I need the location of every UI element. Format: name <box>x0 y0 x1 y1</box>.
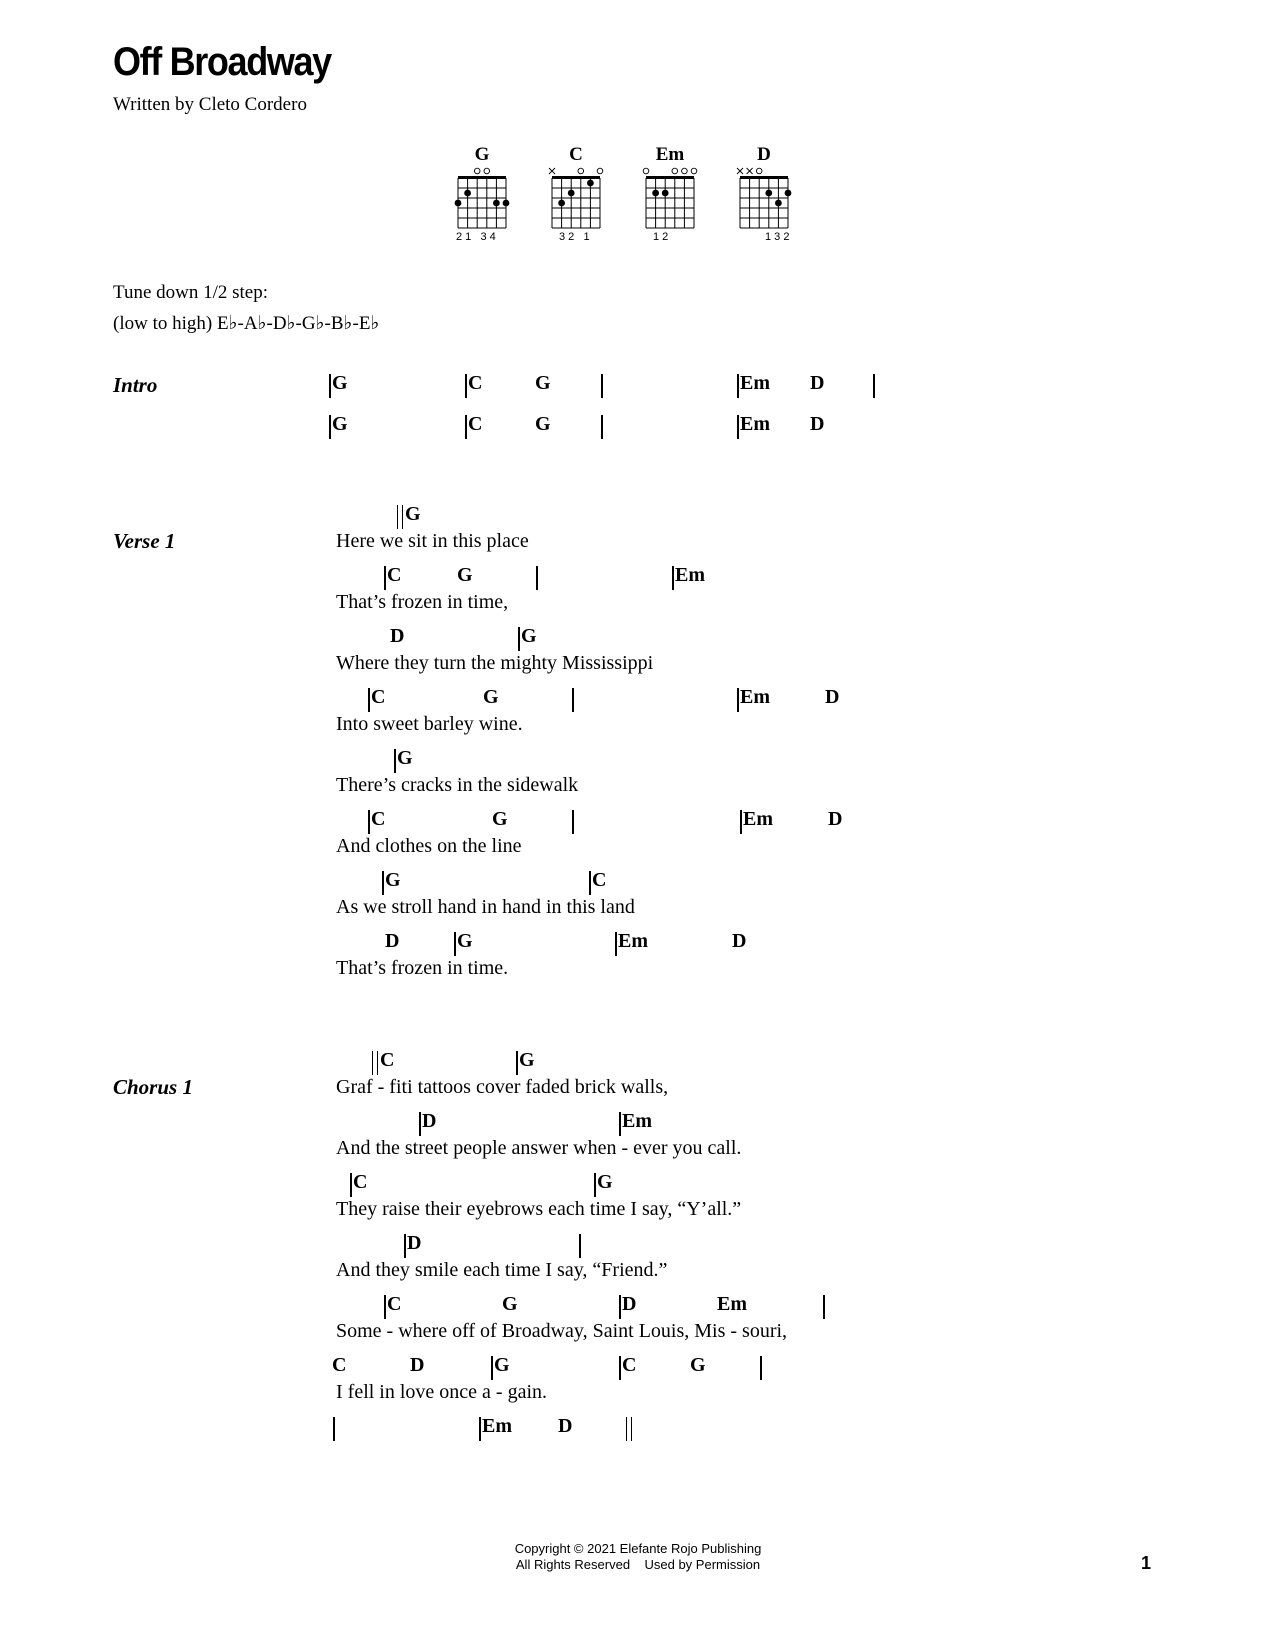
barline <box>329 415 331 439</box>
lyric-line: That’s frozen in time. <box>336 957 509 979</box>
chord: C <box>387 564 402 586</box>
chord: C <box>468 413 483 435</box>
finger-dot <box>568 190 575 197</box>
chord: Em <box>618 930 648 952</box>
chord-diagram-d-grid <box>734 144 804 247</box>
lyric-line: Where they turn the mighty Mississippi <box>336 652 654 674</box>
chord-diagram-fingers: 2 1 3 4 <box>456 231 496 243</box>
double-barline <box>397 505 403 529</box>
chord-diagram-g-grid <box>452 144 522 247</box>
lyric-line: Some - where off of Broadway, Saint Louis, Mis - souri, <box>336 1320 788 1342</box>
double-barline <box>372 1051 378 1075</box>
barline <box>368 810 370 834</box>
finger-dot <box>455 200 462 207</box>
finger-dot <box>493 200 500 207</box>
finger-dot <box>765 190 772 197</box>
open-string-marker <box>643 168 649 174</box>
chord-diagram-name: C <box>569 144 583 165</box>
chord: C <box>622 1354 637 1376</box>
chord: C <box>371 808 386 830</box>
barline <box>384 1295 386 1319</box>
lyric-line: As we stroll hand in hand in this land <box>336 896 635 918</box>
page-number: 1 <box>1141 1553 1152 1573</box>
chord: G <box>405 503 421 525</box>
chord: Em <box>622 1110 652 1132</box>
barline <box>350 1173 352 1197</box>
songwriter-credit: Written by Cleto Cordero <box>113 94 307 115</box>
chord: Em <box>743 808 773 830</box>
finger-dot <box>464 190 471 197</box>
chord: C <box>332 1354 347 1376</box>
chord: G <box>385 869 401 891</box>
open-string-marker <box>597 168 603 174</box>
open-string-marker <box>672 168 678 174</box>
open-string-marker <box>691 168 697 174</box>
lyric-line: I fell in love once a - gain. <box>336 1381 548 1403</box>
chord: Em <box>675 564 705 586</box>
chord-diagram-fingers: 1 2 <box>653 231 669 243</box>
barline <box>404 1234 406 1258</box>
chord-nut <box>552 176 600 179</box>
barline <box>594 1173 596 1197</box>
chord: G <box>519 1049 535 1071</box>
copyright-line: Copyright © 2021 Elefante Rojo Publishing <box>514 1541 762 1556</box>
open-string-marker <box>578 168 584 174</box>
chord: G <box>535 413 551 435</box>
barline <box>823 1295 825 1319</box>
lyric-line: Into sweet barley wine. <box>336 713 523 735</box>
copyright-footer <box>0 1541 1276 1573</box>
lyric-line: And they smile each time I say, “Friend.” <box>336 1259 668 1281</box>
chord-diagram-g <box>452 144 522 252</box>
chord-nut <box>740 176 788 179</box>
chord: C <box>380 1049 395 1071</box>
chord: C <box>468 372 483 394</box>
barline <box>601 415 603 439</box>
barline <box>516 1051 518 1075</box>
chord-diagram-em <box>640 144 710 252</box>
chord-diagram-name: D <box>757 144 771 165</box>
chord: D <box>825 686 840 708</box>
chord-diagram-name: G <box>474 144 490 165</box>
chord: D <box>407 1232 422 1254</box>
lyric-line: That’s frozen in time, <box>336 591 509 613</box>
chord: G <box>535 372 551 394</box>
chord: D <box>622 1293 637 1315</box>
chord: D <box>385 930 400 952</box>
chord: G <box>483 686 499 708</box>
finger-dot <box>558 200 565 207</box>
chord: G <box>494 1354 510 1376</box>
chord: D <box>810 372 825 394</box>
barline <box>615 932 617 956</box>
barline <box>479 1417 481 1441</box>
open-string-marker <box>756 168 762 174</box>
finger-dot <box>662 190 669 197</box>
chord: Em <box>717 1293 747 1315</box>
chord-diagram-fingers: 3 2 1 <box>559 231 590 243</box>
barline <box>601 374 603 398</box>
section-label-chorus: Chorus 1 <box>113 1075 193 1099</box>
chord: D <box>410 1354 425 1376</box>
finger-dot <box>503 200 510 207</box>
barline <box>382 871 384 895</box>
lyric-line: And the street people answer when - ever you call. <box>336 1137 742 1159</box>
open-string-marker <box>474 168 480 174</box>
tuning-notes: (low to high) E♭-A♭-D♭-G♭-B♭-E♭ <box>113 313 380 334</box>
barline <box>589 871 591 895</box>
chord: G <box>597 1171 613 1193</box>
barline <box>491 1356 493 1380</box>
chord: D <box>828 808 843 830</box>
barline <box>329 374 331 398</box>
finger-dot <box>587 180 594 187</box>
barline <box>579 1234 581 1258</box>
barline <box>572 810 574 834</box>
section-label-verse: Verse 1 <box>113 529 176 553</box>
barline <box>454 932 456 956</box>
chord-diagram-em-grid <box>640 144 710 247</box>
chord: D <box>390 625 405 647</box>
lyric-line: Graf - fiti tattoos cover faded brick walls, <box>336 1076 669 1098</box>
finger-dot <box>652 190 659 197</box>
barline <box>740 810 742 834</box>
chord-diagram-name: Em <box>655 144 685 165</box>
barline <box>572 688 574 712</box>
open-string-marker <box>682 168 688 174</box>
barline <box>419 1112 421 1136</box>
barline <box>368 688 370 712</box>
chord: G <box>332 413 348 435</box>
barline <box>394 749 396 773</box>
chord: C <box>387 1293 402 1315</box>
double-barline <box>626 1417 632 1441</box>
chord-diagram-d <box>734 144 804 252</box>
barline <box>672 566 674 590</box>
chord: G <box>397 747 413 769</box>
chord: G <box>690 1354 706 1376</box>
lyric-line: There’s cracks in the sidewalk <box>336 774 579 796</box>
barline <box>536 566 538 590</box>
lyric-line: And clothes on the line <box>336 835 522 857</box>
song-title: Off Broadway <box>113 40 331 84</box>
chord: D <box>732 930 747 952</box>
chord: G <box>457 930 473 952</box>
chord: C <box>592 869 607 891</box>
barline <box>737 688 739 712</box>
barline <box>873 374 875 398</box>
finger-dot <box>775 200 782 207</box>
chord: G <box>457 564 473 586</box>
barline <box>384 566 386 590</box>
chord-diagram-c <box>546 144 616 252</box>
tuning-instruction: Tune down 1/2 step: <box>113 282 269 303</box>
chord: Em <box>482 1415 512 1437</box>
chord: G <box>502 1293 518 1315</box>
chord: Em <box>740 413 770 435</box>
chord-nut <box>646 176 694 179</box>
barline <box>737 415 739 439</box>
finger-dot <box>785 190 792 197</box>
chord: D <box>810 413 825 435</box>
chord: Em <box>740 372 770 394</box>
chord: D <box>558 1415 573 1437</box>
chord-nut <box>458 176 506 179</box>
chord: C <box>371 686 386 708</box>
barline <box>619 1295 621 1319</box>
barline <box>760 1356 762 1380</box>
barline <box>465 374 467 398</box>
chord: G <box>332 372 348 394</box>
rights-line: All Rights Reserved Used by Permission <box>515 1557 761 1572</box>
barline <box>737 374 739 398</box>
section-label-intro: Intro <box>113 373 158 397</box>
chord-diagram-c-grid <box>546 144 616 247</box>
lyric-line: They raise their eyebrows each time I say, “Y’all.” <box>336 1198 742 1220</box>
chord: C <box>353 1171 368 1193</box>
barline <box>465 415 467 439</box>
chord: D <box>422 1110 437 1132</box>
barline <box>518 627 520 651</box>
chord: Em <box>740 686 770 708</box>
barline <box>619 1356 621 1380</box>
chord: G <box>521 625 537 647</box>
lyric-line: Here we sit in this place <box>336 530 529 552</box>
chord-diagram-fingers: 1 3 2 <box>765 231 790 243</box>
chord: G <box>492 808 508 830</box>
open-string-marker <box>484 168 490 174</box>
barline <box>619 1112 621 1136</box>
barline <box>333 1417 335 1441</box>
